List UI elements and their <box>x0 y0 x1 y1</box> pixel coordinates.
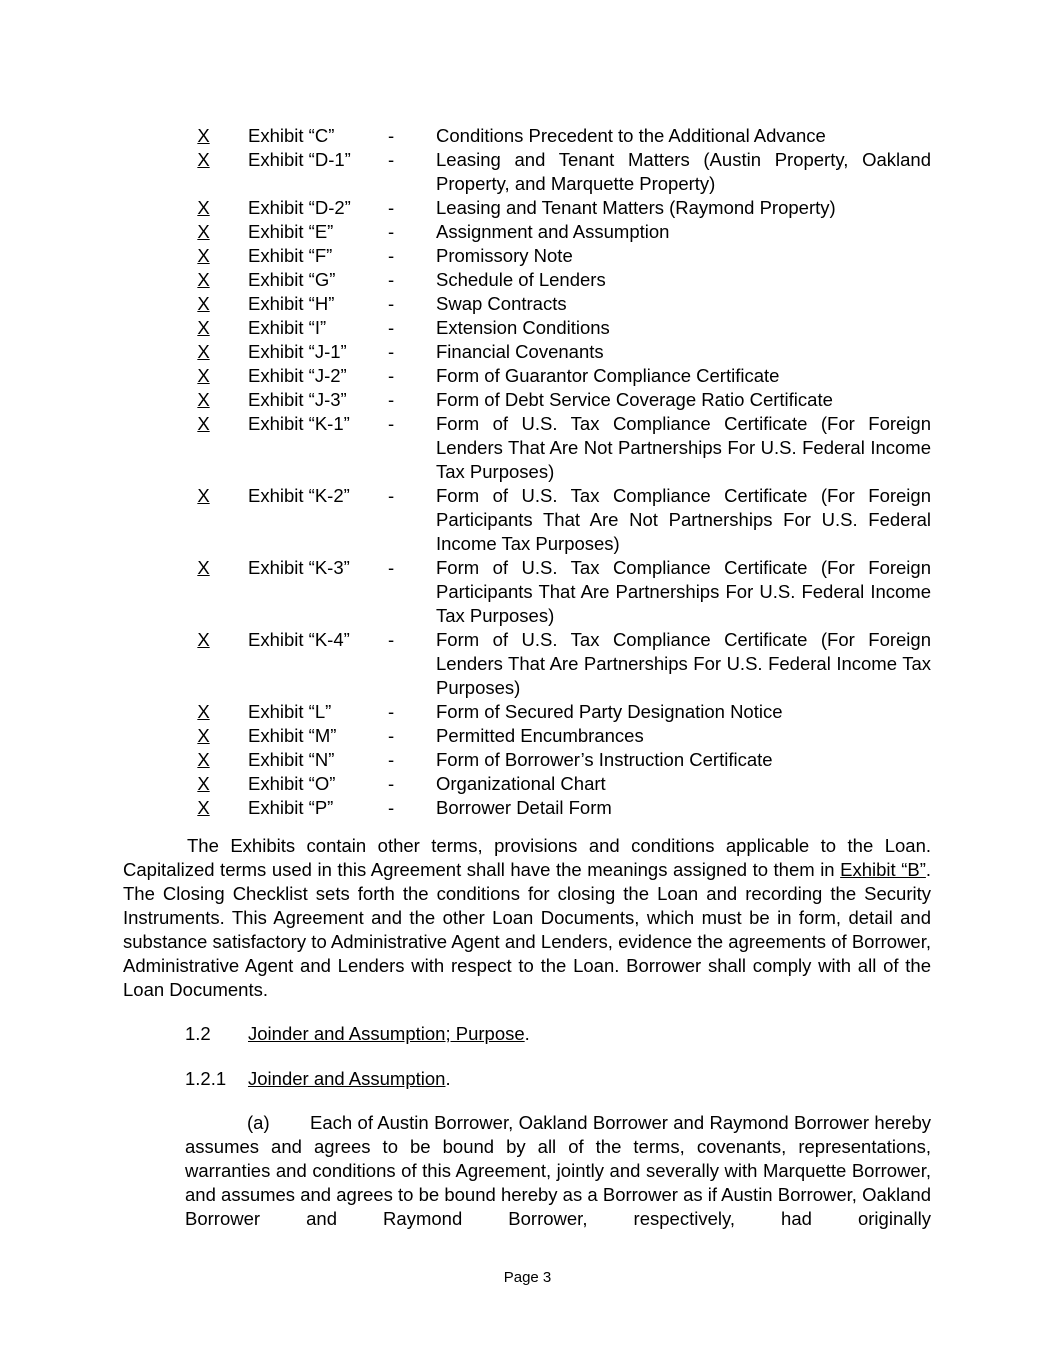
exhibit-dash: - <box>388 197 395 218</box>
exhibit-label: Exhibit “K-3” <box>248 557 350 578</box>
exhibit-checkmark <box>185 628 248 700</box>
exhibit-row <box>185 196 931 220</box>
exhibit-row <box>185 364 931 388</box>
exhibit-row <box>185 724 931 748</box>
exhibit-checkmark <box>185 268 248 292</box>
exhibit-checkmark <box>185 292 248 316</box>
exhibit-dash: - <box>388 413 395 434</box>
exhibit-row <box>185 244 931 268</box>
exhibit-description: Leasing and Tenant Matters (Raymond Property) <box>436 197 836 218</box>
exhibit-description: Form of Secured Party Designation Notice <box>436 701 783 722</box>
exhibit-row <box>185 484 931 556</box>
exhibit-label: Exhibit “N” <box>248 749 335 770</box>
paragraph-a-tag: (a) <box>247 1112 270 1133</box>
exhibit-checkmark <box>185 148 248 196</box>
exhibit-mark-text: X <box>197 725 210 746</box>
page-number: Page 3 <box>503 1269 552 1286</box>
exhibit-checkmark <box>185 388 248 412</box>
exhibit-description: Conditions Precedent to the Additional Advance <box>436 125 826 146</box>
exhibit-row <box>185 772 931 796</box>
exhibit-checkmark <box>185 124 248 148</box>
exhibit-description: Financial Covenants <box>436 341 604 362</box>
exhibit-description: Organizational Chart <box>436 773 606 794</box>
exhibit-checkmark <box>185 484 248 556</box>
exhibit-dash: - <box>388 797 395 818</box>
exhibit-checkmark <box>185 220 248 244</box>
exhibit-mark-text: X <box>197 749 210 770</box>
exhibit-dash: - <box>388 125 395 146</box>
exhibit-mark-text: X <box>197 149 210 170</box>
exhibit-dash: - <box>388 701 395 722</box>
exhibit-checkmark <box>185 796 248 820</box>
exhibit-label: Exhibit “F” <box>248 245 333 266</box>
exhibit-row <box>185 556 931 628</box>
exhibit-label: Exhibit “O” <box>248 773 336 794</box>
exhibit-description: Schedule of Lenders <box>436 269 606 290</box>
exhibit-row <box>185 220 931 244</box>
section-1-2-heading <box>185 1022 530 1046</box>
exhibit-dash: - <box>388 293 395 314</box>
exhibit-dash: - <box>388 221 395 242</box>
exhibit-mark-text: X <box>197 701 210 722</box>
exhibit-description: Leasing and Tenant Matters (Austin Property, Oakland Property, and Marquette Property) <box>436 149 931 194</box>
section-1-2-1-heading <box>185 1067 451 1091</box>
exhibit-description: Borrower Detail Form <box>436 797 612 818</box>
exhibit-label: Exhibit “J-1” <box>248 341 347 362</box>
exhibit-description: Form of Guarantor Compliance Certificate <box>436 365 780 386</box>
exhibit-mark-text: X <box>197 269 210 290</box>
exhibit-description: Form of Debt Service Coverage Ratio Certificate <box>436 389 833 410</box>
exhibit-row <box>185 124 931 148</box>
exhibit-dash: - <box>388 365 395 386</box>
exhibit-description: Form of U.S. Tax Compliance Certificate (For Foreign Lenders That Are Partnerships For U.S. Federal Income Tax Purposes) <box>436 629 931 698</box>
intro-text-1: The Exhibits contain other terms, provisions and conditions applicable to the Loan. Capitalized terms used in this Agreement shall have the meanings assigned to them in <box>123 835 931 880</box>
exhibit-checkmark <box>185 316 248 340</box>
exhibit-label: Exhibit “C” <box>248 125 335 146</box>
exhibit-mark-text: X <box>197 245 210 266</box>
exhibit-row <box>185 796 931 820</box>
exhibit-mark-text: X <box>197 797 210 818</box>
exhibit-dash: - <box>388 341 395 362</box>
exhibit-description: Form of U.S. Tax Compliance Certificate (For Foreign Participants That Are Not Partnerships For U.S. Federal Income Tax Purposes) <box>436 485 931 554</box>
exhibit-dash: - <box>388 773 395 794</box>
exhibit-b-reference: Exhibit “B” <box>840 859 926 880</box>
exhibit-row <box>185 340 931 364</box>
exhibit-mark-text: X <box>197 557 210 578</box>
exhibit-row <box>185 748 931 772</box>
subsection-number: 1.2.1 <box>185 1068 227 1089</box>
exhibit-mark-text: X <box>197 365 210 386</box>
intro-text-2: . The Closing Checklist sets forth the conditions for closing the Loan and recording the Security Instruments. This Agreement and the other Loan Documents, which must be in form, detail and substance satisfactory to Administrative Agent and Lenders, evidence the agreements of Borrower, Administrative Agent and Lenders with respect to the Loan. Borrower shall comply with all of the Loan Documents. <box>123 859 932 1000</box>
exhibit-row <box>185 148 931 196</box>
exhibit-mark-text: X <box>197 389 210 410</box>
exhibit-label: Exhibit “D-2” <box>248 197 351 218</box>
paragraph-a <box>185 1111 931 1231</box>
exhibit-row <box>185 316 931 340</box>
exhibit-dash: - <box>388 485 395 506</box>
exhibit-label: Exhibit “K-2” <box>248 485 350 506</box>
exhibit-mark-text: X <box>197 125 210 146</box>
exhibit-dash: - <box>388 749 395 770</box>
exhibit-description: Form of U.S. Tax Compliance Certificate (For Foreign Lenders That Are Not Partnerships For U.S. Federal Income Tax Purposes) <box>436 413 931 482</box>
exhibit-label: Exhibit “E” <box>248 221 334 242</box>
exhibit-label: Exhibit “J-2” <box>248 365 347 386</box>
exhibit-list <box>185 124 931 820</box>
exhibit-mark-text: X <box>197 341 210 362</box>
exhibit-checkmark <box>185 412 248 484</box>
exhibit-checkmark <box>185 748 248 772</box>
section-number: 1.2 <box>185 1023 211 1044</box>
exhibit-checkmark <box>185 364 248 388</box>
subsection-title: Joinder and Assumption <box>248 1068 446 1089</box>
exhibit-mark-text: X <box>197 221 210 242</box>
exhibit-mark-text: X <box>197 413 210 434</box>
exhibit-dash: - <box>388 269 395 290</box>
exhibit-row <box>185 268 931 292</box>
exhibit-label: Exhibit “L” <box>248 701 332 722</box>
exhibit-mark-text: X <box>197 293 210 314</box>
exhibit-dash: - <box>388 245 395 266</box>
exhibit-label: Exhibit “I” <box>248 317 327 338</box>
section-title-punct: . <box>524 1023 530 1044</box>
exhibit-dash: - <box>388 629 395 650</box>
exhibit-mark-text: X <box>197 773 210 794</box>
exhibit-description: Extension Conditions <box>436 317 610 338</box>
exhibit-row <box>185 700 931 724</box>
exhibit-dash: - <box>388 557 395 578</box>
exhibit-label: Exhibit “K-4” <box>248 629 350 650</box>
exhibit-description: Form of Borrower’s Instruction Certificate <box>436 749 773 770</box>
subsection-title-punct: . <box>445 1068 451 1089</box>
exhibit-label: Exhibit “G” <box>248 269 336 290</box>
exhibit-label: Exhibit “K-1” <box>248 413 350 434</box>
exhibit-row <box>185 412 931 484</box>
exhibit-dash: - <box>388 149 395 170</box>
exhibit-description: Assignment and Assumption <box>436 221 670 242</box>
exhibit-label: Exhibit “J-3” <box>248 389 347 410</box>
exhibit-description: Permitted Encumbrances <box>436 725 644 746</box>
exhibit-dash: - <box>388 725 395 746</box>
exhibit-checkmark <box>185 724 248 748</box>
exhibit-label: Exhibit “D-1” <box>248 149 351 170</box>
exhibit-label: Exhibit “H” <box>248 293 335 314</box>
exhibit-row <box>185 628 931 700</box>
exhibit-mark-text: X <box>197 629 210 650</box>
exhibit-mark-text: X <box>197 197 210 218</box>
exhibit-row <box>185 388 931 412</box>
exhibit-mark-text: X <box>197 317 210 338</box>
exhibit-description: Swap Contracts <box>436 293 567 314</box>
exhibit-checkmark <box>185 244 248 268</box>
exhibit-checkmark <box>185 556 248 628</box>
exhibit-label: Exhibit “P” <box>248 797 334 818</box>
exhibit-checkmark <box>185 772 248 796</box>
intro-paragraph <box>123 834 931 1002</box>
paragraph-a-text: Each of Austin Borrower, Oakland Borrower and Raymond Borrower hereby assumes and agrees to be bound by all of the terms, covenants, representations, warranties and conditions of this Agreement, jointly and severally with Marquette Borrower, and assumes and agrees to be bound hereby as a Borrower as if Austin Borrower, Oakland Borrower and Raymond Borrower, respectively, had originally <box>185 1112 931 1229</box>
exhibit-description: Promissory Note <box>436 245 573 266</box>
exhibit-row <box>185 292 931 316</box>
section-title: Joinder and Assumption; Purpose <box>248 1023 525 1044</box>
exhibit-label: Exhibit “M” <box>248 725 337 746</box>
exhibit-checkmark <box>185 700 248 724</box>
exhibit-dash: - <box>388 317 395 338</box>
exhibit-checkmark <box>185 340 248 364</box>
exhibit-checkmark <box>185 196 248 220</box>
exhibit-mark-text: X <box>197 485 210 506</box>
exhibit-dash: - <box>388 389 395 410</box>
exhibit-description: Form of U.S. Tax Compliance Certificate (For Foreign Participants That Are Partnerships For U.S. Federal Income Tax Purposes) <box>436 557 931 626</box>
